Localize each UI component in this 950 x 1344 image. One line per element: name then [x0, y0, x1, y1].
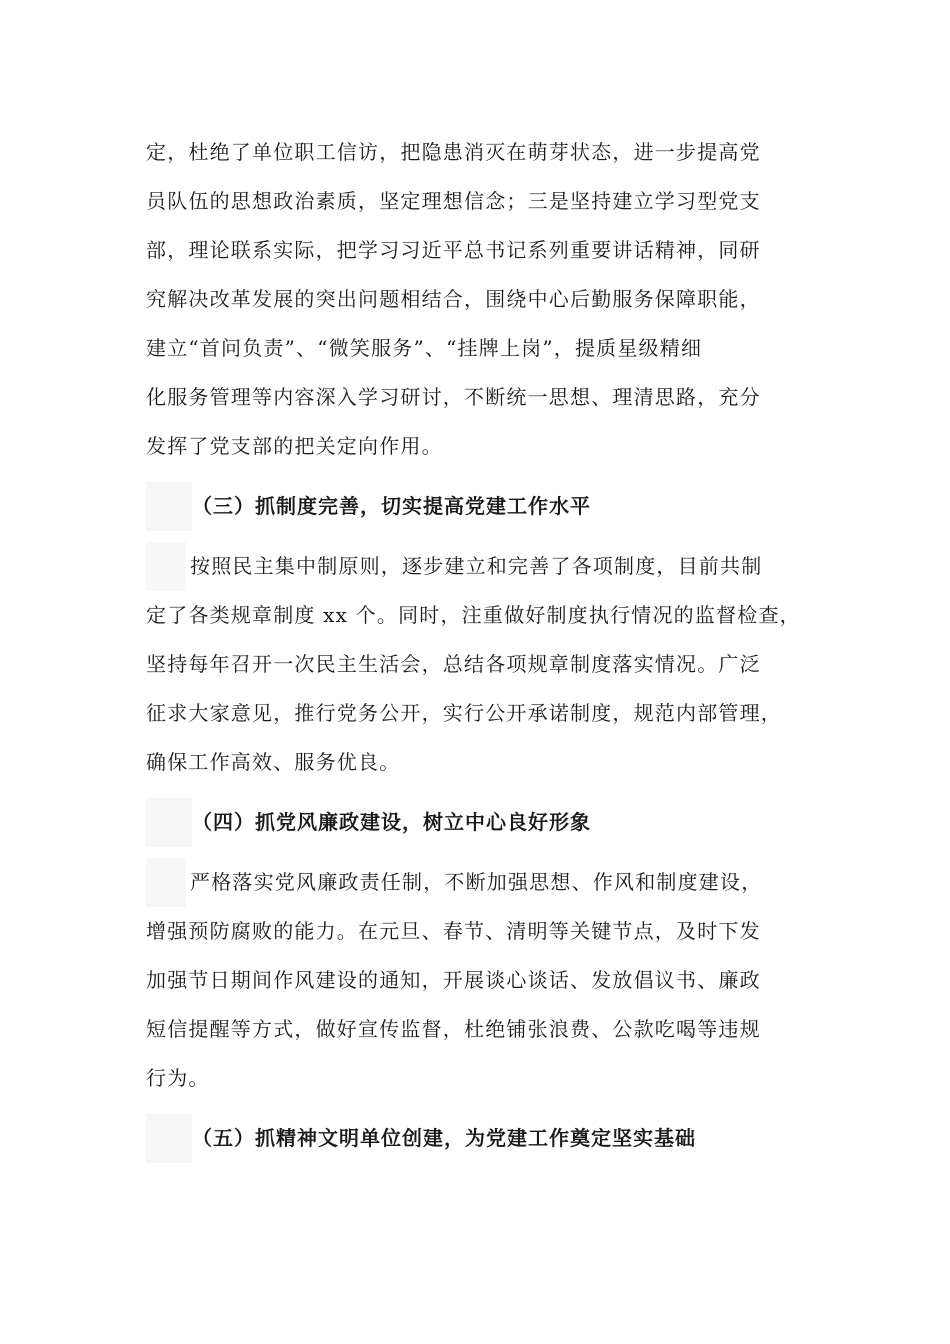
text-line: 发挥了党支部的把关定向作用。	[146, 434, 443, 458]
text-line: 短信提醒等方式，做好宣传监督，杜绝铺张浪费、公款吃喝等违规	[146, 1017, 761, 1041]
text-line: 行为。	[146, 1066, 210, 1090]
text-line: 部，理论联系实际，把学习习近平总书记系列重要讲话精神，同研	[146, 238, 761, 262]
text-line: 按照民主集中制原则，逐步建立和完善了各项制度，目前共制	[146, 542, 806, 591]
text-line: 确保工作高效、服务优良。	[146, 750, 401, 774]
text-line: 加强节日期间作风建设的通知，开展谈心谈话、发放倡议书、廉政	[146, 968, 761, 992]
text-line: 增强预防腐败的能力。在元旦、春节、清明等关键节点，及时下发	[146, 919, 761, 943]
section-heading-5: （五）抓精神文明单位创建，为党建工作奠定坚实基础	[146, 1114, 806, 1163]
text-line: 定了各类规章制度 xx 个。同时，注重做好制度执行情况的监督检查，	[146, 603, 801, 627]
document-page	[146, 128, 806, 1163]
text-line: 征求大家意见，推行党务公开，实行公开承诺制度，规范内部管理，	[146, 701, 782, 725]
text-line: 究解决改革发展的突出问题相结合，围绕中心后勤服务保障职能，	[146, 287, 761, 311]
paragraph-section-3	[146, 542, 806, 787]
text-line: 化服务管理等内容深入学习研讨，不断统一思想、理清思路，充分	[146, 385, 761, 409]
text-line: 坚持每年召开一次民主生活会，总结各项规章制度落实情况。广泛	[146, 652, 761, 676]
text-line: 严格落实党风廉政责任制，不断加强思想、作风和制度建设，	[146, 858, 806, 907]
paragraph-continued	[146, 128, 806, 471]
text-line: 定，杜绝了单位职工信访，把隐患消灭在萌芽状态，进一步提高党	[146, 140, 761, 164]
text-line: 员队伍的思想政治素质，坚定理想信念；三是坚持建立学习型党支	[146, 189, 761, 213]
text-line: 建立“首问负责”、“微笑服务”、“挂牌上岗”，提质星级精细	[146, 336, 703, 360]
section-heading-3: （三）抓制度完善，切实提高党建工作水平	[146, 482, 806, 531]
section-heading-4: （四）抓党风廉政建设，树立中心良好形象	[146, 798, 806, 847]
paragraph-section-4	[146, 858, 806, 1103]
